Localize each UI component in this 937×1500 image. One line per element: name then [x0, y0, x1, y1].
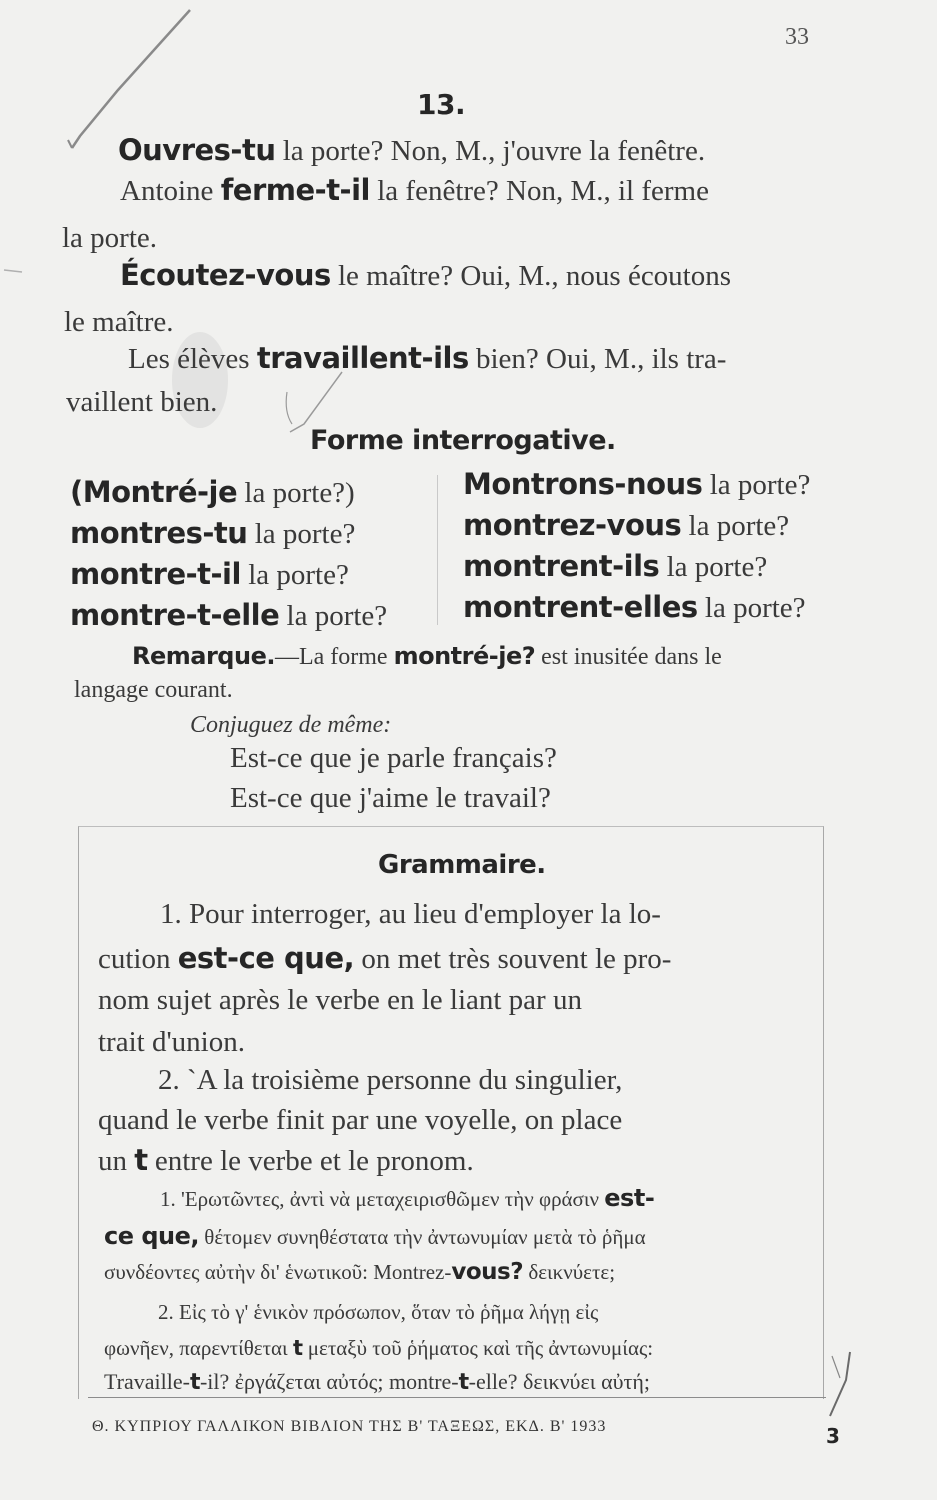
- conjugation-right-column: [463, 464, 810, 628]
- exercise-line: Antoine ferme-t-il la fenêtre? Non, M., il ferme: [120, 173, 709, 207]
- page-number: 33: [785, 24, 809, 50]
- conjugation-row: (Montré-je la porte?): [70, 475, 355, 509]
- greek-line: Travaille-t-il? ἐργάζεται αὐτός; montre-t-elle? δεικνύει αὐτή;: [104, 1369, 650, 1395]
- grammar-rule-line: nom sujet après le verbe en le liant par un: [98, 984, 582, 1016]
- greek-line: 1. 'Ερωτῶντες, ἀντὶ νὰ μεταχειρισθῶμεν τὴν φράσιν est-: [160, 1184, 655, 1212]
- grammar-title: Grammaire.: [378, 850, 546, 880]
- exercise-line: Ouvres-tu la porte? Non, M., j'ouvre la fenêtre.: [118, 133, 706, 167]
- conjugate-line: Est-ce que j'aime le travail?: [230, 782, 551, 814]
- conjugation-row: Montrons-nous la porte?: [463, 467, 811, 501]
- greek-line: φωνῆεν, παρεντίθεται t μεταξὺ τοῦ ῥήματος καὶ τῆς ἀντωνυμίας:: [104, 1336, 654, 1360]
- page-footer: Θ. ΚΥΠΡΙΟΥ ΓΑΛΛΙΚΟΝ ΒΙΒΛΙΟΝ ΤΗΣ Β' ΤΑΞΕΩΣ, ΕΚΔ. Β' 1933: [92, 1418, 607, 1435]
- grammar-rule-line: 1. Pour interroger, au lieu d'employer la lo-: [160, 898, 661, 930]
- exercise-line: Écoutez-vous le maître? Oui, M., nous écoutons: [120, 258, 732, 292]
- exercise-line: Les élèves travaillent-ils bien? Oui, M., ils tra-: [128, 341, 727, 375]
- footer-signature: 3: [826, 1424, 840, 1448]
- conjugation-row: montre-t-il la porte?: [70, 557, 349, 591]
- section-title: Forme interrogative.: [310, 425, 616, 456]
- conjugation-row: montres-tu la porte?: [70, 516, 356, 550]
- lesson-number: 13.: [417, 88, 466, 121]
- exercise-line: le maître.: [64, 306, 174, 338]
- conjugation-left-column: [70, 472, 387, 636]
- grammar-rule-line: 2. `A la troisième personne du singulier,: [158, 1064, 623, 1096]
- remark-line: langage courant.: [74, 677, 233, 703]
- column-divider: [437, 475, 438, 625]
- grammar-rule-line: quand le verbe finit par une voyelle, on place: [98, 1104, 623, 1136]
- exercise-line: vaillent bien.: [66, 386, 218, 418]
- conjugation-row: montrent-elles la porte?: [463, 590, 806, 624]
- remark-line: Remarque.—La forme montré-je? est inusitée dans le: [132, 642, 722, 670]
- conjugate-line: Est-ce que je parle français?: [230, 742, 557, 774]
- conjugation-row: montrent-ils la porte?: [463, 549, 768, 583]
- conjugation-row: montre-t-elle la porte?: [70, 598, 388, 632]
- grammar-rule-line: trait d'union.: [98, 1026, 245, 1058]
- greek-line: συνδέοντες αὐτὴν δι' ἑνωτικοῦ: Montrez-vous? δεικνύετε;: [104, 1259, 616, 1285]
- grammar-rule-line: un t entre le verbe et le pronom.: [98, 1143, 474, 1177]
- greek-line: ce que, θέτομεν συνηθέστατα τὴν ἀντωνυμίαν μετὰ τὸ ῥῆμα: [104, 1222, 646, 1250]
- grammar-rule-line: cution est-ce que, on met très souvent le pro-: [98, 941, 672, 975]
- conjugate-title: Conjuguez de même:: [190, 712, 392, 738]
- exercise-line: la porte.: [62, 222, 158, 254]
- conjugation-row: montrez-vous la porte?: [463, 508, 790, 542]
- greek-line: 2. Εἰς τὸ γ' ἑνικὸν πρόσωπον, ὅταν τὸ ῥῆμα λήγῃ εἰς: [158, 1300, 599, 1324]
